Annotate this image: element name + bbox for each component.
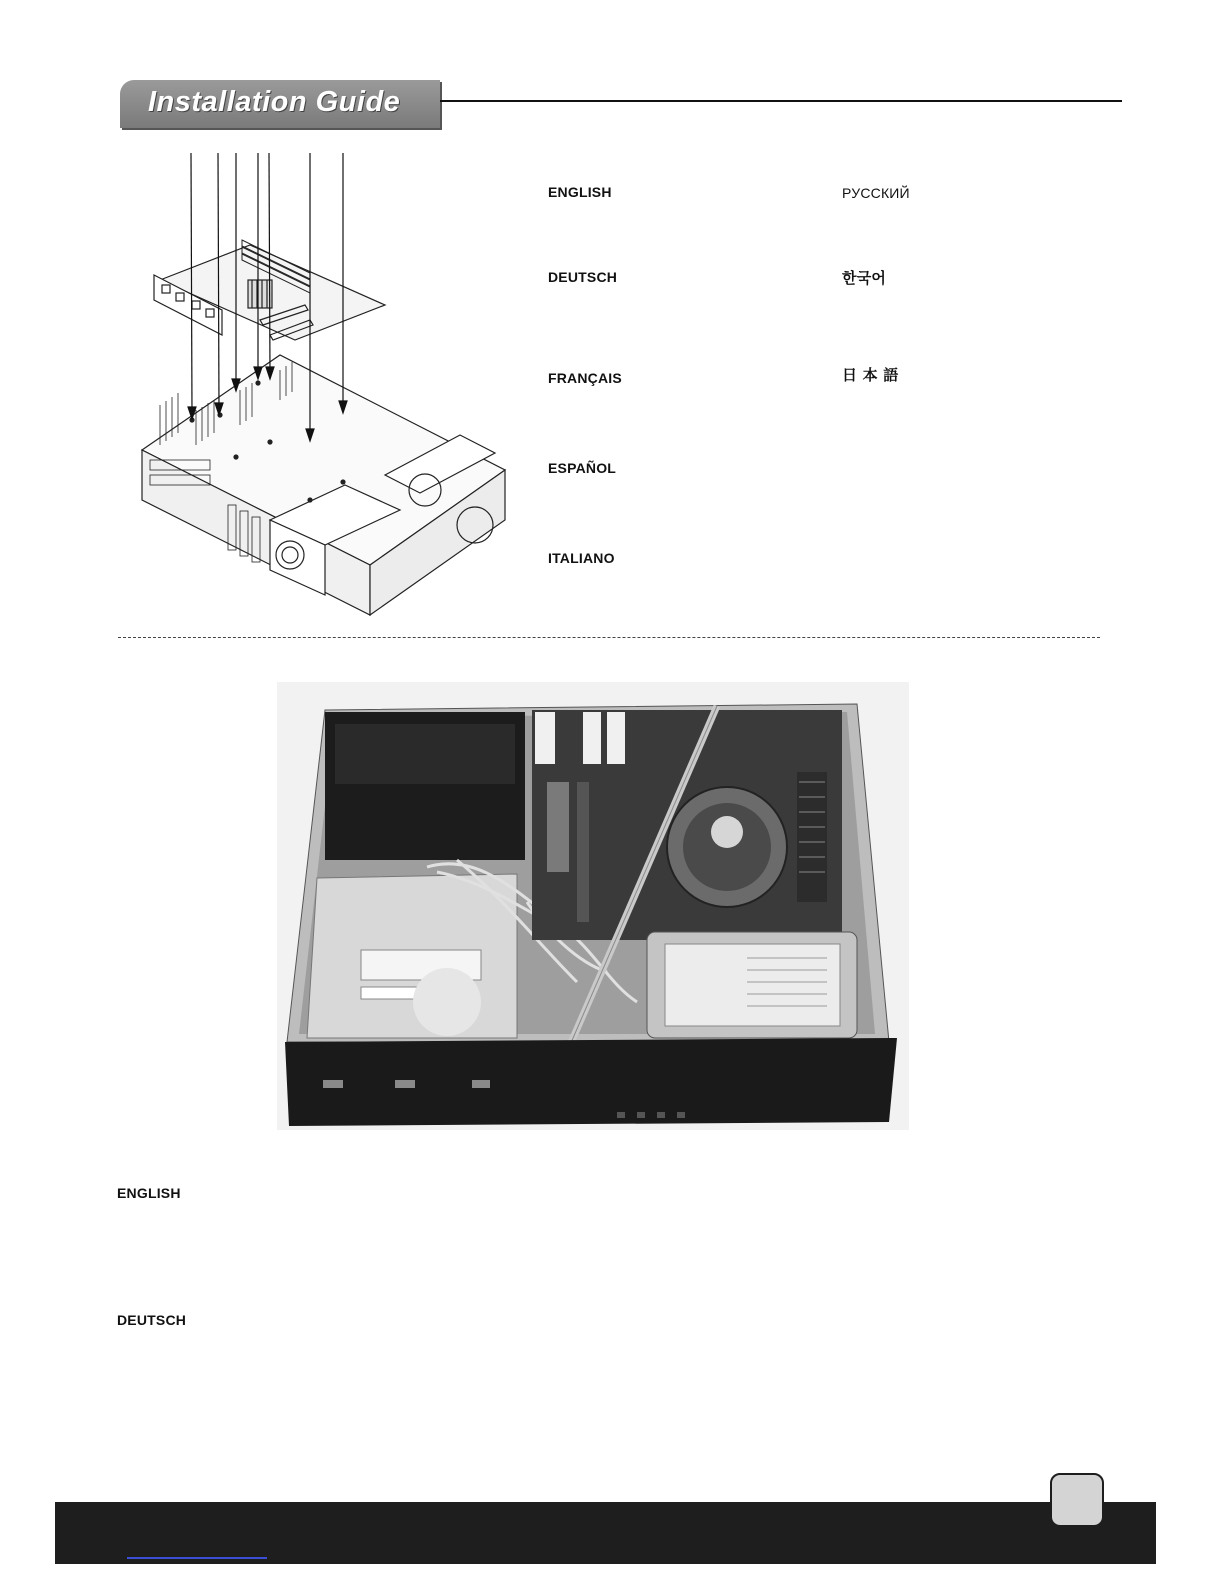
- motherboard-installation-diagram: [130, 145, 520, 625]
- page-title: Installation Guide: [148, 86, 401, 118]
- page-number-badge: [1050, 1473, 1104, 1527]
- lang-korean: 한국어: [842, 269, 887, 287]
- lang-japanese: 日 本 語: [842, 366, 899, 384]
- lang-english: ENGLISH: [548, 184, 612, 200]
- lang-russian: РУССКИЙ: [842, 185, 910, 201]
- footer-bar: [55, 1502, 1156, 1564]
- header-rule: [440, 100, 1122, 102]
- lang-italiano: ITALIANO: [548, 550, 615, 566]
- lang-espanol: ESPAÑOL: [548, 460, 617, 476]
- lang-deutsch: DEUTSCH: [548, 269, 618, 285]
- section-divider: [118, 637, 1100, 638]
- footer-link-underline: [127, 1557, 267, 1559]
- section-deutsch-heading: DEUTSCH: [117, 1312, 187, 1328]
- section-english-heading: ENGLISH: [117, 1185, 181, 1201]
- lang-francais: FRANÇAIS: [548, 370, 622, 386]
- chassis-interior-photo: [277, 682, 909, 1130]
